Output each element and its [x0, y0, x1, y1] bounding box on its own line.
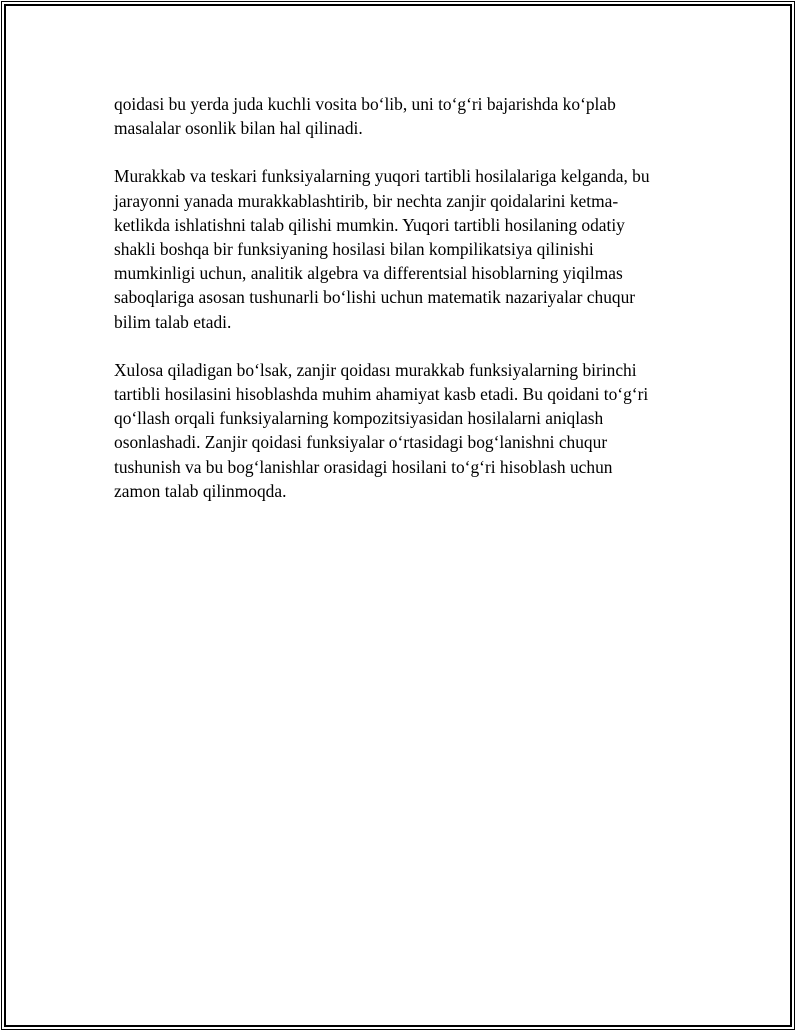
text-line: tartibli hosilasini hisoblashda muhim ahamiyat kasb etadi. Bu qoidani to‘g‘ri: [114, 384, 649, 405]
text-line: Xulosa qiladigan bo‘lsak, zanjir qoidası murakkab funksiyalarning birinchi: [114, 359, 637, 380]
paragraph-3: [114, 358, 686, 503]
text-line: saboqlariga asosan tushunarli bo‘lishi uchun matematik nazariyalar chuqur: [114, 287, 636, 308]
text-line: ketlikda ishlatishni talab qilishi mumkin. Yuqori tartibli hosilaning odatiy: [114, 214, 625, 235]
text-line: tushunish va bu bog‘lanishlar orasidagi hosilani to‘g‘ri hisoblash uchun: [114, 456, 613, 477]
paragraph-1: [114, 92, 686, 140]
text-line: qoidasi bu yerda juda kuchli vosita bo‘lib, uni to‘g‘ri bajarishda ko‘plab: [114, 94, 616, 114]
text-line: qo‘llash orqali funksiyalarning kompozitsiyasidan hosilalarni aniqlash: [114, 408, 604, 429]
text-line: zamon talab qilinmoqda.: [114, 480, 287, 501]
text-line: Murakkab va teskari funksiyalarning yuqori tartibli hosilalariga kelganda, bu: [114, 166, 650, 187]
paragraph-2: [114, 164, 686, 333]
text-line: jarayonni yanada murakkablashtirib, bir nechta zanjir qoidalarini ketma-: [114, 190, 619, 211]
text-line: mumkinligi uchun, analitik algebra va differentsial hisoblarning yiqilmas: [114, 263, 623, 284]
text-line: bilim talab etadi.: [114, 311, 232, 332]
document-body: [114, 92, 686, 527]
text-line: masalalar osonlik bilan hal qilinadi.: [114, 118, 363, 139]
text-line: osonlashadi. Zanjir qoidasi funksiyalar o‘rtasidagi bog‘lanishni chuqur: [114, 432, 608, 453]
text-line: shakli boshqa bir funksiyaning hosilasi bilan kompilikatsiya qilinishi: [114, 239, 594, 260]
